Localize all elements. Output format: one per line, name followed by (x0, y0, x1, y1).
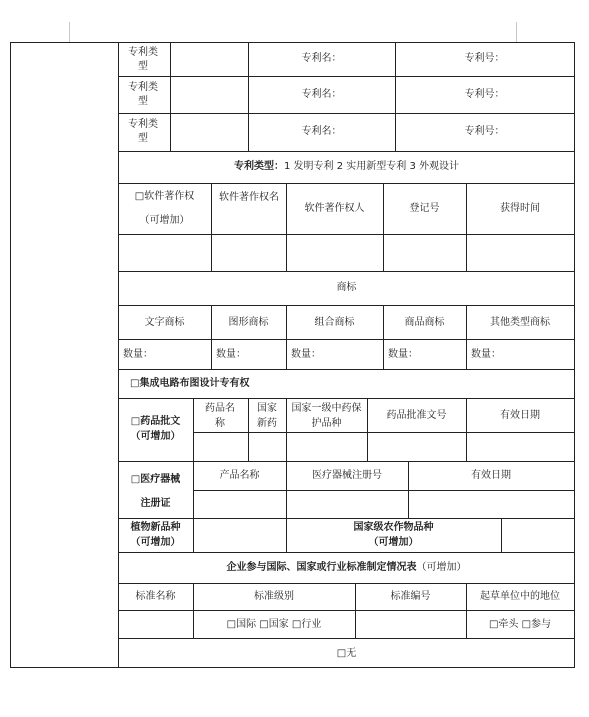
drug-header-new-drug: 国家新药 (257, 403, 277, 429)
standards-add-note: （可增加） (416, 562, 467, 573)
row-divider (118, 183, 575, 184)
row-divider (193, 490, 575, 491)
crop-variety-label: 国家级农作物品种 (353, 522, 434, 533)
drug-header-approval: 药品批准文号 (386, 410, 447, 421)
trademark-count-goods: 数量： (388, 349, 418, 360)
row-divider (118, 369, 575, 370)
standards-title (118, 561, 575, 575)
patent-type-note-options: 1 发明专利 2 实用新型专利 3 外观设计 (284, 161, 459, 172)
col-divider (501, 518, 502, 552)
trademark-title: 商标 (336, 282, 357, 293)
col-divider (211, 183, 212, 271)
drug-header-protected: 国家一级中药保护品种 (291, 403, 362, 429)
row-divider (118, 113, 575, 114)
col-divider (211, 305, 212, 369)
drug-header-name: 药品名称 (205, 403, 235, 429)
standards-role-checkboxes[interactable]: □牵头 □参与 (488, 619, 552, 630)
trademark-header-goods: 商品商标 (404, 317, 445, 328)
row-divider (118, 461, 575, 462)
row-divider (118, 583, 575, 584)
row-divider (118, 339, 575, 340)
col-divider (466, 305, 467, 369)
trademark-header-graphic: 图形商标 (228, 317, 269, 328)
ic-layout-checkbox-label[interactable]: □集成电路布图设计专有权 (130, 378, 250, 389)
drug-checkbox-label[interactable]: □药品批文 (130, 416, 181, 427)
row-divider (118, 234, 575, 235)
row-divider (118, 552, 575, 553)
row-divider (118, 610, 575, 611)
trademark-count-combined: 数量： (291, 349, 321, 360)
patent-number-label: 专利号： (464, 53, 505, 64)
drug-header-valid: 有效日期 (500, 410, 540, 421)
standards-header-number: 标准编号 (390, 591, 431, 602)
col-divider (286, 398, 287, 461)
patent-type-note (118, 160, 575, 174)
row-divider (118, 76, 575, 77)
trademark-header-combined: 组合商标 (314, 317, 355, 328)
trademark-count-word: 数量： (123, 349, 153, 360)
standards-header-role: 起草单位中的地位 (480, 591, 560, 602)
standards-level-checkboxes[interactable]: □国际 □国家 □行业 (226, 619, 322, 630)
patent-type-label: 专利类型 (128, 82, 158, 107)
col-divider (383, 305, 384, 369)
software-checkbox-label[interactable]: □软件著作权 (134, 191, 195, 202)
col-divider (383, 183, 384, 271)
table-border-left (10, 42, 11, 668)
row-divider (118, 151, 575, 152)
device-header-product: 产品名称 (219, 470, 260, 481)
trademark-header-other: 其他类型商标 (490, 317, 550, 328)
trademark-count-graphic: 数量： (216, 349, 246, 360)
standards-header-name: 标准名称 (135, 591, 176, 602)
plant-variety-label: 植物新品种 (130, 522, 181, 533)
patent-number-label: 专利号： (464, 126, 505, 137)
trademark-count-other: 数量： (471, 349, 501, 360)
plant-add-note: （可增加） (130, 537, 181, 548)
row-divider (118, 305, 575, 306)
row-divider (118, 638, 575, 639)
patent-type-note-heading: 专利类型： (234, 161, 284, 172)
crop-mark (69, 22, 70, 42)
software-header-name: 软件著作权名 (219, 192, 279, 203)
trademark-header-word: 文字商标 (144, 317, 185, 328)
software-header-owner: 软件著作权人 (304, 203, 365, 214)
standards-title-text: 企业参与国际、国家或行业标准制定情况表 (226, 562, 417, 573)
col-divider (466, 183, 467, 271)
device-header-valid: 有效日期 (471, 470, 511, 481)
col-divider (248, 398, 249, 461)
patent-type-label: 专利类型 (128, 47, 158, 72)
device-header-regno: 医疗器械注册号 (312, 470, 382, 481)
software-add-note: （可增加） (139, 215, 190, 226)
patent-type-label: 专利类型 (128, 119, 158, 144)
patent-name-label: 专利名： (301, 89, 342, 100)
col-divider (193, 518, 194, 552)
none-checkbox[interactable]: □无 (336, 648, 357, 659)
device-label-line2: 注册证 (140, 498, 171, 509)
row-divider (118, 518, 575, 519)
row-divider (193, 432, 575, 433)
col-divider (170, 42, 171, 152)
table-border-top (10, 42, 575, 43)
row-divider (118, 398, 575, 399)
drug-add-note: （可增加） (130, 431, 181, 442)
patent-name-label: 专利名： (301, 126, 342, 137)
col-divider (367, 398, 368, 461)
standards-header-level: 标准级别 (254, 591, 294, 602)
software-header-date: 获得时间 (500, 203, 540, 214)
patent-name-label: 专利名： (301, 53, 342, 64)
crop-add-note: （可增加） (368, 537, 419, 548)
col-divider (466, 398, 467, 461)
crop-mark (516, 22, 517, 42)
col-divider (286, 183, 287, 271)
device-checkbox-label[interactable]: □医疗器械 (130, 474, 181, 485)
col-divider (286, 305, 287, 369)
row-divider (118, 271, 575, 272)
software-header-regno: 登记号 (409, 203, 440, 214)
table-border-bottom (10, 667, 575, 668)
col-divider (193, 398, 194, 461)
patent-number-label: 专利号： (464, 89, 505, 100)
